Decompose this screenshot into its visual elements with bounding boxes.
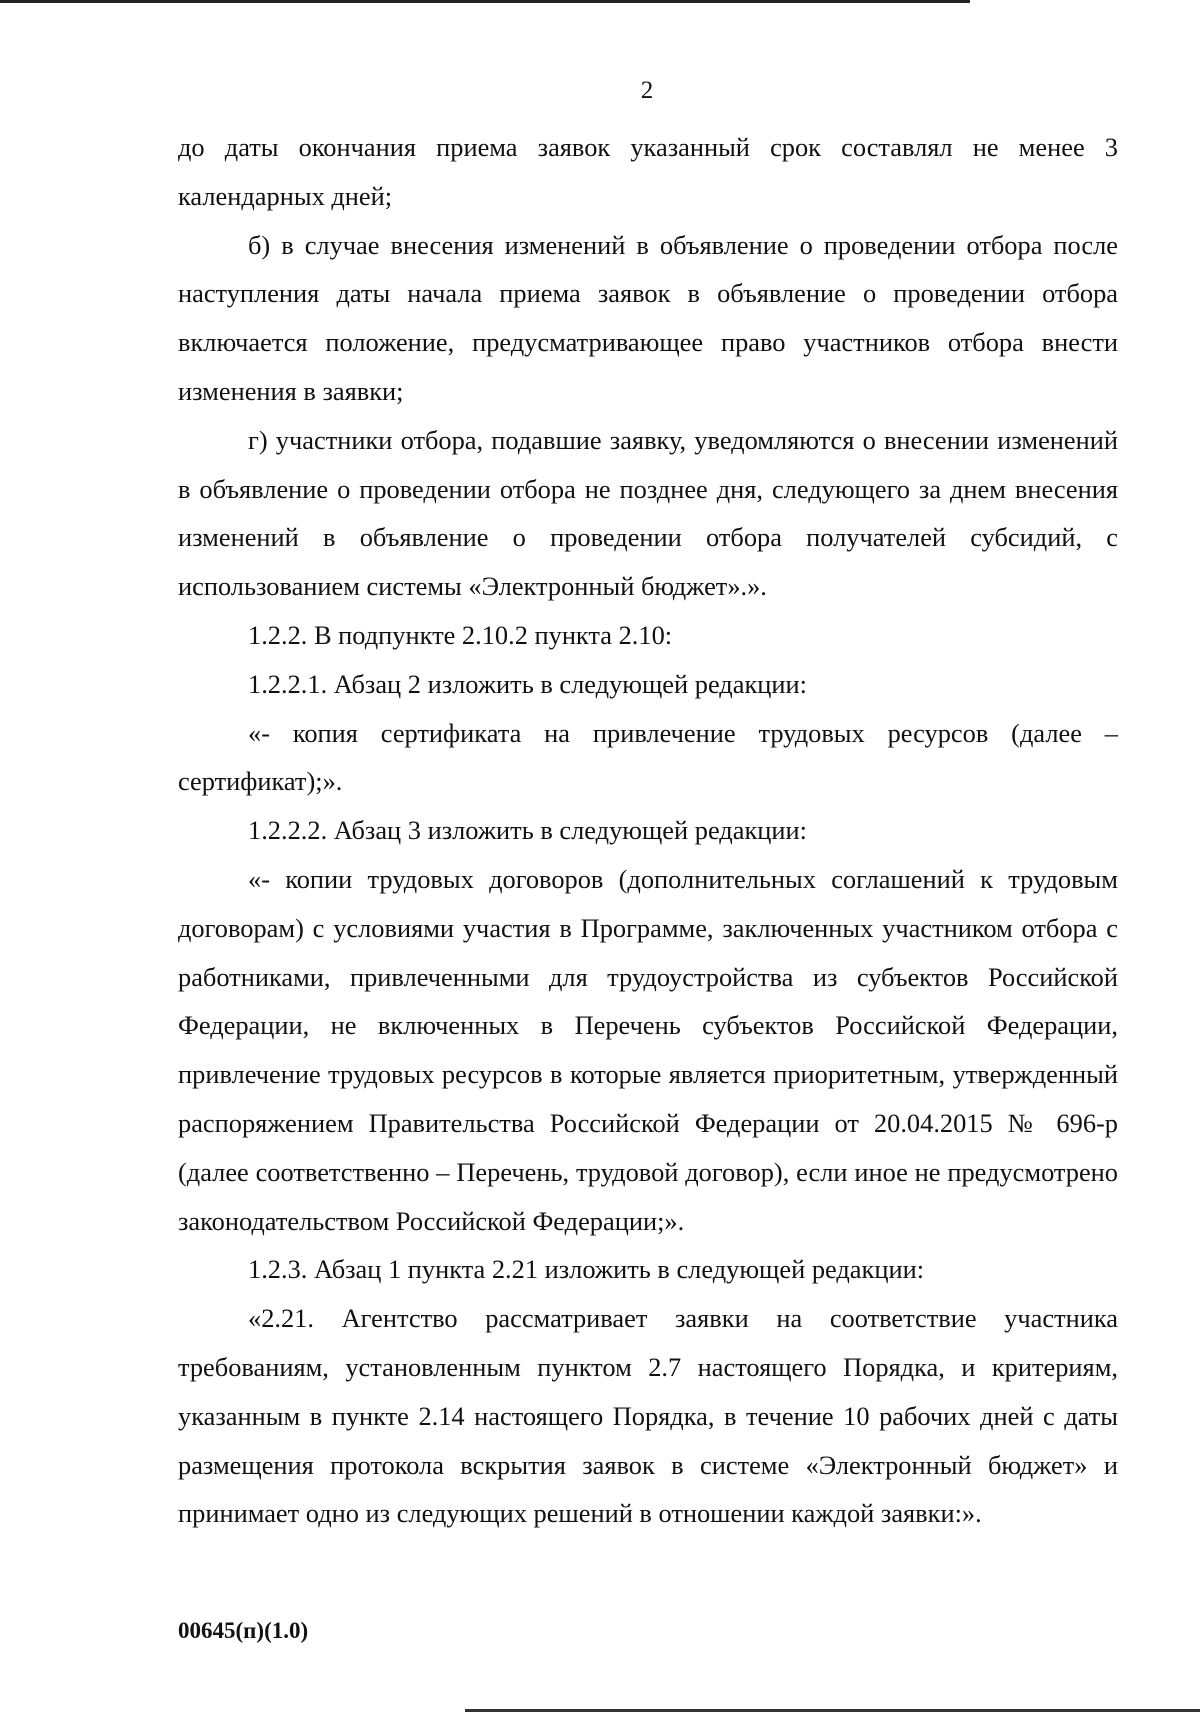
paragraph-1-2-2-2: 1.2.2.2. Абзац 3 изложить в следующей редакции: bbox=[248, 815, 807, 846]
paragraph-continuation: до даты окончания приема заявок указанный срок составлял не менее 3 календарных дней; bbox=[178, 132, 1118, 211]
paragraph-certificate-copy: «- копия сертификата на привлечение трудовых ресурсов (далее – сертификат);». bbox=[178, 717, 1118, 797]
top-scan-edge bbox=[0, 0, 970, 3]
page-number: 2 bbox=[640, 77, 654, 104]
paragraph-labor-contracts: «- копии трудовых договоров (дополнительных соглашений к трудовым договорам) с условиями участия в Программе, заключенных участником отбора с работниками, привлеченными для трудоустройства из субъектов Российской Федерации, не включенных в Перечень субъектов Российской Федерации, привлечение трудовых ресурсов в которые является приоритетным, утвержденный распоряжением Правительства Российской Федерации от 20.04.2015 № 696-р (далее соответственно – Перечень, трудовой договор), если иное не предусмотрено законодательством Российской Федерации;». bbox=[178, 863, 1118, 1236]
bottom-scan-edge bbox=[465, 1709, 1200, 1712]
paragraph-1-2-2-1: 1.2.2.1. Абзац 2 изложить в следующей редакции: bbox=[248, 668, 807, 699]
paragraph-1-2-2: 1.2.2. В подпункте 2.10.2 пункта 2.10: bbox=[248, 619, 673, 650]
paragraph-item-g: г) участники отбора, подавшие заявку, уведомляются о внесении изменений в объявление о проведении отбора не позднее дня, следующего за днем внесения изменений в объявление о проведении отбора получателей субсидий, с использованием системы «Электронный бюджет».». bbox=[178, 424, 1118, 602]
paragraph-item-b: б) в случае внесения изменений в объявление о проведении отбора после наступления даты начала приема заявок в объявление о проведении отбора включается положение, предусматривающее право участников отбора внести изменения в заявки; bbox=[178, 229, 1118, 406]
document-body bbox=[178, 123, 1118, 1538]
paragraph-1-2-3: 1.2.3. Абзац 1 пункта 2.21 изложить в следующей редакции: bbox=[248, 1254, 925, 1285]
document-code: 00645(п)(1.0) bbox=[178, 1618, 309, 1643]
paragraph-2-21: «2.21. Агентство рассматривает заявки на соответствие участника требованиям, установленным пунктом 2.7 настоящего Порядка, и критериям, указанным в пункте 2.14 настоящего Порядка, в течение 10 рабочих дней с даты размещения протокола вскрытия заявок в системе «Электронный бюджет» и принимает одно из следующих решений в отношении каждой заявки:». bbox=[178, 1303, 1118, 1529]
